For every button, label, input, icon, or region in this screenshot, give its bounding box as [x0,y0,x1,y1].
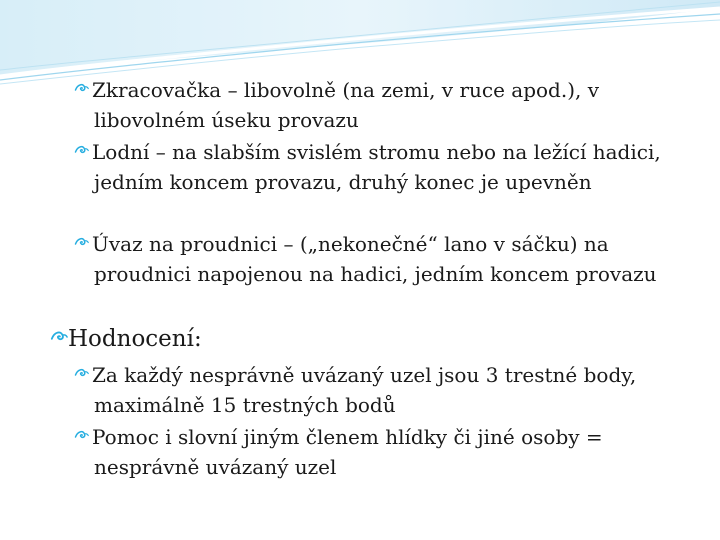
bullet-item-uvaz-na-proudnici [74,230,674,289]
swirl-bullet-icon [74,361,89,391]
heading-text: Hodnocení: [68,326,202,352]
swirl-bullet-icon [74,230,89,260]
bullet-item-lodni [74,138,674,197]
bullet-text: Za každý nesprávně uvázaný uzel jsou 3 trestné body, maximálně 15 trestných bodů [92,363,637,417]
bullet-text: Zkracovačka – libovolně (na zemi, v ruce apod.), v libovolném úseku provazu [92,78,600,132]
bullet-text: Pomoc i slovní jiným členem hlídky či jiné osoby = nesprávně uvázaný uzel [92,425,603,479]
bullet-item-zkracovacka [74,76,674,135]
bullet-item-trestne-body [74,361,674,420]
swirl-bullet-icon [74,76,89,106]
heading-hodnoceni [50,323,670,355]
swirl-bullet-icon [74,138,89,168]
bullet-item-pomoc [74,423,674,482]
swirl-bullet-icon [74,423,89,453]
bullet-text: Úvaz na proudnici – („nekonečné“ lano v sáčku) na proudnici napojenou na hadici, jedním koncem provazu [92,232,657,286]
swirl-bullet-icon [50,323,68,355]
bullet-text: Lodní – na slabším svislém stromu nebo na ležící hadici, jedním koncem provazu, druhý konec je upevněn [92,140,661,194]
